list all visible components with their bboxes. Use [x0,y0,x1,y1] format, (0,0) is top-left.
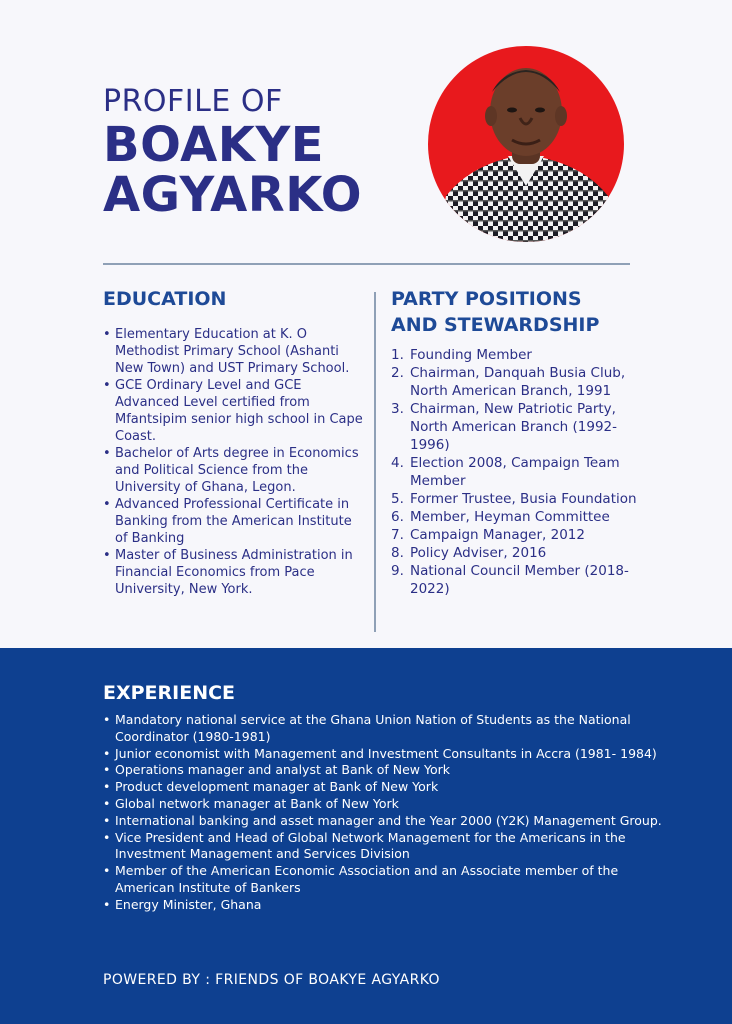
list-item: • Energy Minister, Ghana [103,897,663,914]
education-section [103,286,365,598]
item-number: 1. [391,347,404,363]
item-text: Founding Member [410,347,532,363]
title-prefix: PROFILE OF [103,84,283,119]
list-item [391,346,641,364]
item-number: 2. [391,365,404,381]
item-number: 7. [391,527,404,543]
party-list [391,346,641,598]
list-item: • Bachelor of Arts degree in Economics and Political Science from the University of Ghana, Legon. [103,445,365,496]
education-list [103,326,365,598]
column-divider [374,292,376,632]
list-item: • Operations manager and analyst at Bank of New York [103,762,663,779]
item-number: 5. [391,491,404,507]
item-text: National Council Member (2018-2022) [410,563,629,597]
list-item [391,508,641,526]
list-item: • Mandatory national service at the Ghana Union Nation of Students as the National Coordinator (1980-1981) [103,712,663,746]
list-item: • Master of Business Administration in Financial Economics from Pace University, New York. [103,547,365,598]
list-item: • Product development manager at Bank of New York [103,779,663,796]
portrait-illustration [428,46,624,242]
list-item [391,526,641,544]
list-item [391,562,641,598]
item-number: 4. [391,455,404,471]
item-text: Chairman, New Patriotic Party, North American Branch (1992-1996) [410,401,617,453]
profile-title [103,84,363,223]
party-heading-line-1: PARTY POSITIONS [391,288,582,310]
list-item: • Global network manager at Bank of New York [103,796,663,813]
list-item: • Vice President and Head of Global Network Management for the Americans in the Investment Management and Services Division [103,830,663,864]
education-heading: EDUCATION [103,288,227,310]
list-item: • Elementary Education at K. O Methodist Primary School (Ashanti New Town) and UST Primary School. [103,326,365,377]
item-number: 9. [391,563,404,579]
experience-heading: EXPERIENCE [103,682,236,704]
item-text: Policy Adviser, 2016 [410,545,547,561]
party-positions-section [391,286,641,598]
item-number: 6. [391,509,404,525]
list-item [391,454,641,490]
name-line-1: BOAKYE [103,117,324,173]
portrait-photo [428,46,624,242]
list-item: • GCE Ordinary Level and GCE Advanced Level certified from Mfantsipim senior high school in Cape Coast. [103,377,365,445]
party-heading-line-2: AND STEWARDSHIP [391,314,600,336]
item-text: Chairman, Danquah Busia Club, North American Branch, 1991 [410,365,626,399]
name-line-2: AGYARKO [103,167,363,223]
item-number: 3. [391,401,404,417]
item-number: 8. [391,545,404,561]
list-item: • Junior economist with Management and Investment Consultants in Accra (1981- 1984) [103,746,663,763]
list-item [391,400,641,454]
item-text: Former Trustee, Busia Foundation [410,491,637,507]
list-item: • International banking and asset manager and the Year 2000 (Y2K) Management Group. [103,813,663,830]
item-text: Campaign Manager, 2012 [410,527,585,543]
party-heading [391,286,641,338]
experience-list [103,712,663,914]
list-item: • Advanced Professional Certificate in Banking from the American Institute of Banking [103,496,365,547]
list-item: • Member of the American Economic Association and an Associate member of the American Institute of Bankers [103,863,663,897]
item-text: Member, Heyman Committee [410,509,610,525]
list-item [391,544,641,562]
list-item [391,490,641,508]
experience-section [103,680,663,914]
list-item [391,364,641,400]
header-divider [103,263,630,265]
footer-credit: POWERED BY : FRIENDS OF BOAKYE AGYARKO [103,972,440,988]
item-text: Election 2008, Campaign Team Member [410,455,620,489]
